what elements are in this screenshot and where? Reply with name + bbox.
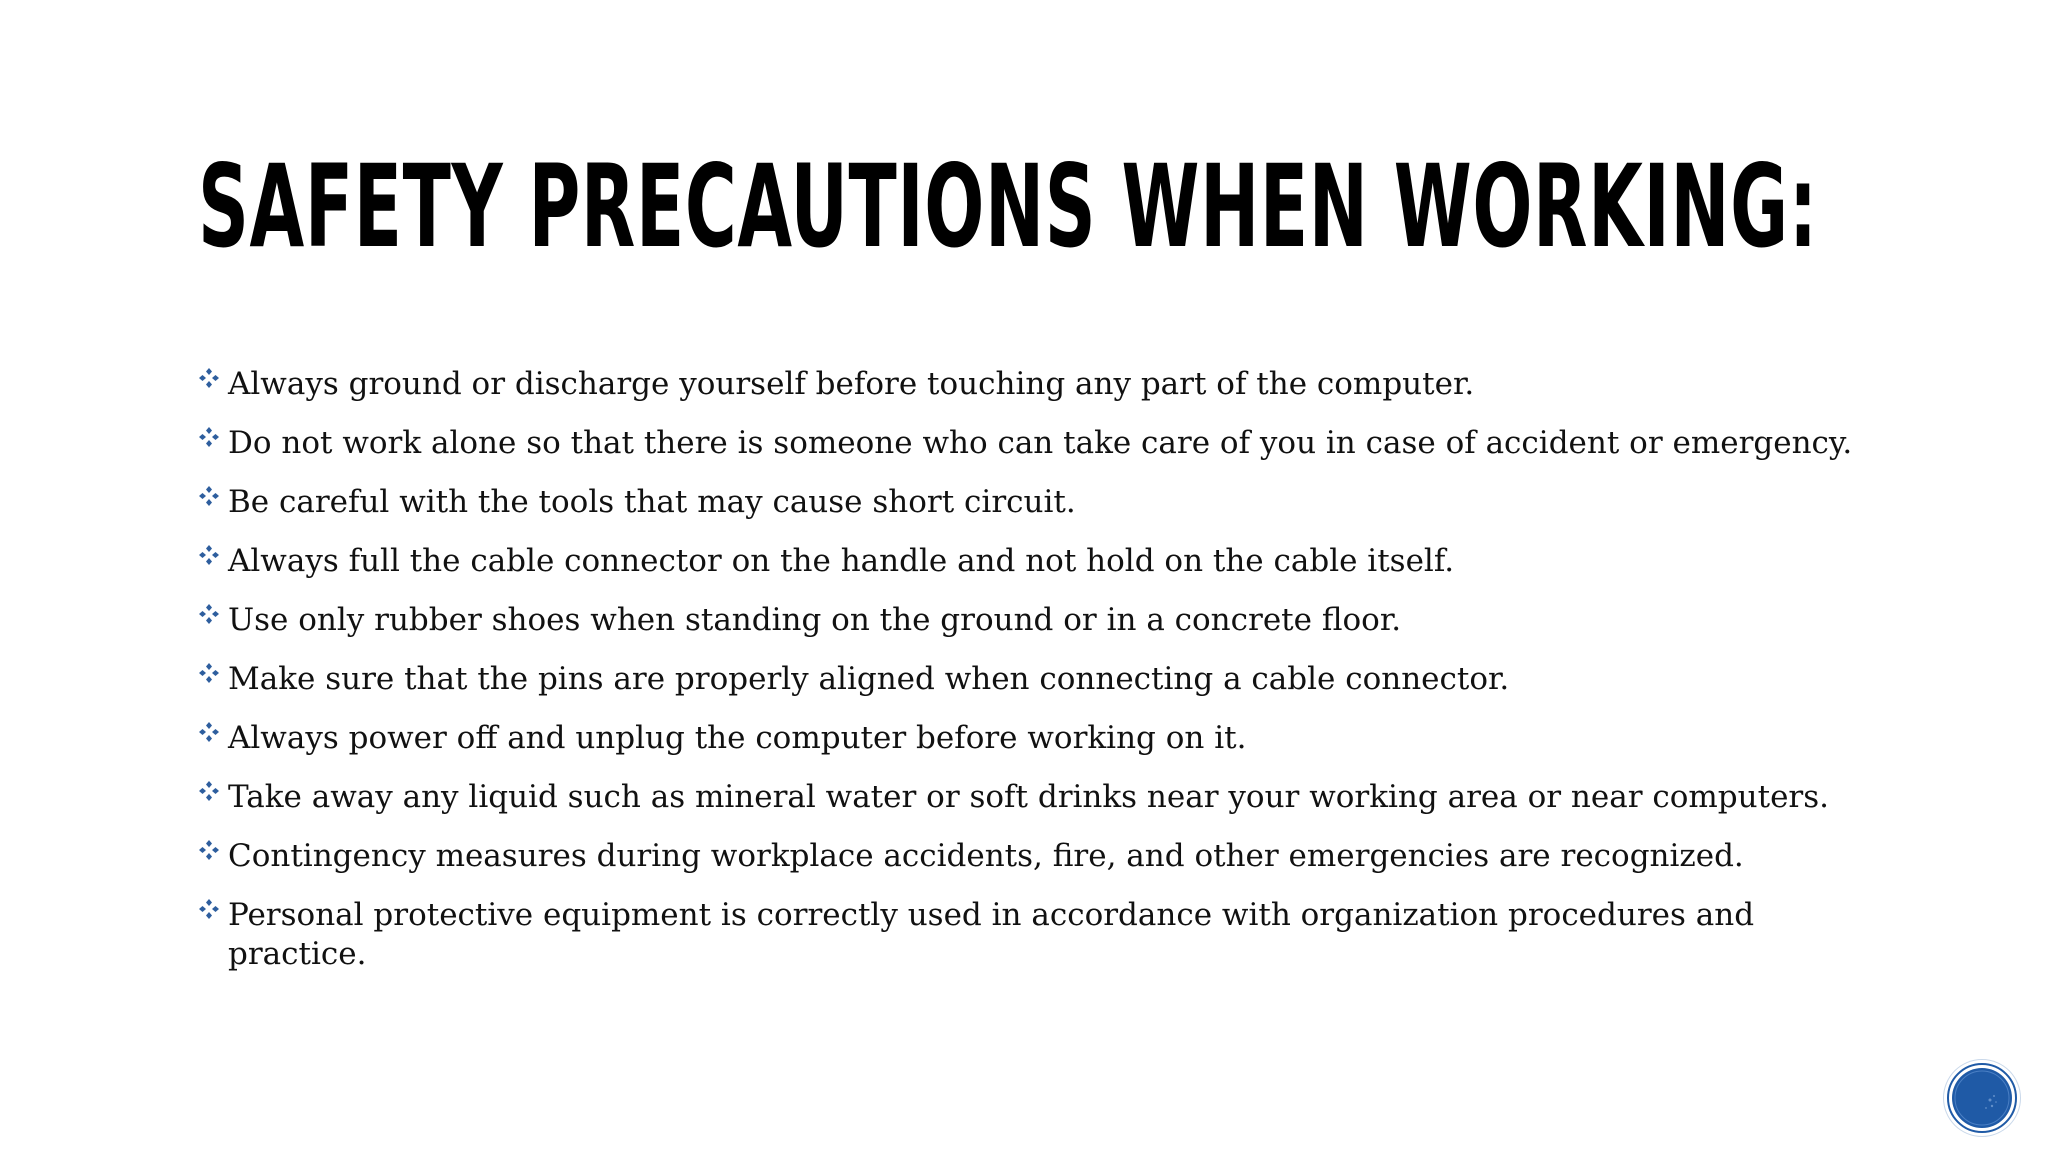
list-item [198, 424, 1898, 463]
list-item [198, 837, 1898, 876]
list-item [198, 365, 1898, 404]
bullet-text: Always full the cable connector on the handle and not hold on the cable itself. [228, 543, 1455, 579]
bullet-text: Personal protective equipment is correctly used in accordance with organization procedures and practice. [228, 897, 1755, 972]
bullet-text: Always ground or discharge yourself before touching any part of the computer. [228, 366, 1475, 402]
four-diamond-bullet-icon [198, 485, 220, 507]
bullet-text: Do not work alone so that there is someone who can take care of you in case of accident or emergency. [228, 425, 1853, 461]
list-item [198, 719, 1898, 758]
bullet-list [198, 365, 1898, 994]
list-item [198, 601, 1898, 640]
four-diamond-bullet-icon [198, 721, 220, 743]
four-diamond-bullet-icon [198, 367, 220, 389]
list-item [198, 542, 1898, 581]
four-diamond-bullet-icon [198, 780, 220, 802]
bullet-text: Always power off and unplug the computer before working on it. [228, 720, 1247, 756]
bullet-text: Use only rubber shoes when standing on the ground or in a concrete floor. [228, 602, 1402, 638]
list-item [198, 483, 1898, 522]
bullet-text: Make sure that the pins are properly aligned when connecting a cable connector. [228, 661, 1510, 697]
slide-badge [1944, 1060, 2020, 1136]
bullet-text: Contingency measures during workplace accidents, fire, and other emergencies are recognized. [228, 838, 1744, 874]
list-item [198, 778, 1898, 817]
blue-circle-emblem-icon [1946, 1062, 2018, 1134]
four-diamond-bullet-icon [198, 603, 220, 625]
slide-title: SAFETY PRECAUTIONS WHEN WORKING: [198, 140, 1818, 273]
bullet-text: Take away any liquid such as mineral water or soft drinks near your working area or near computers. [228, 779, 1829, 815]
four-diamond-bullet-icon [198, 898, 220, 920]
four-diamond-bullet-icon [198, 839, 220, 861]
four-diamond-bullet-icon [198, 662, 220, 684]
list-item [198, 896, 1898, 974]
list-item [198, 660, 1898, 699]
four-diamond-bullet-icon [198, 426, 220, 448]
four-diamond-bullet-icon [198, 544, 220, 566]
bullet-text: Be careful with the tools that may cause short circuit. [228, 484, 1076, 520]
